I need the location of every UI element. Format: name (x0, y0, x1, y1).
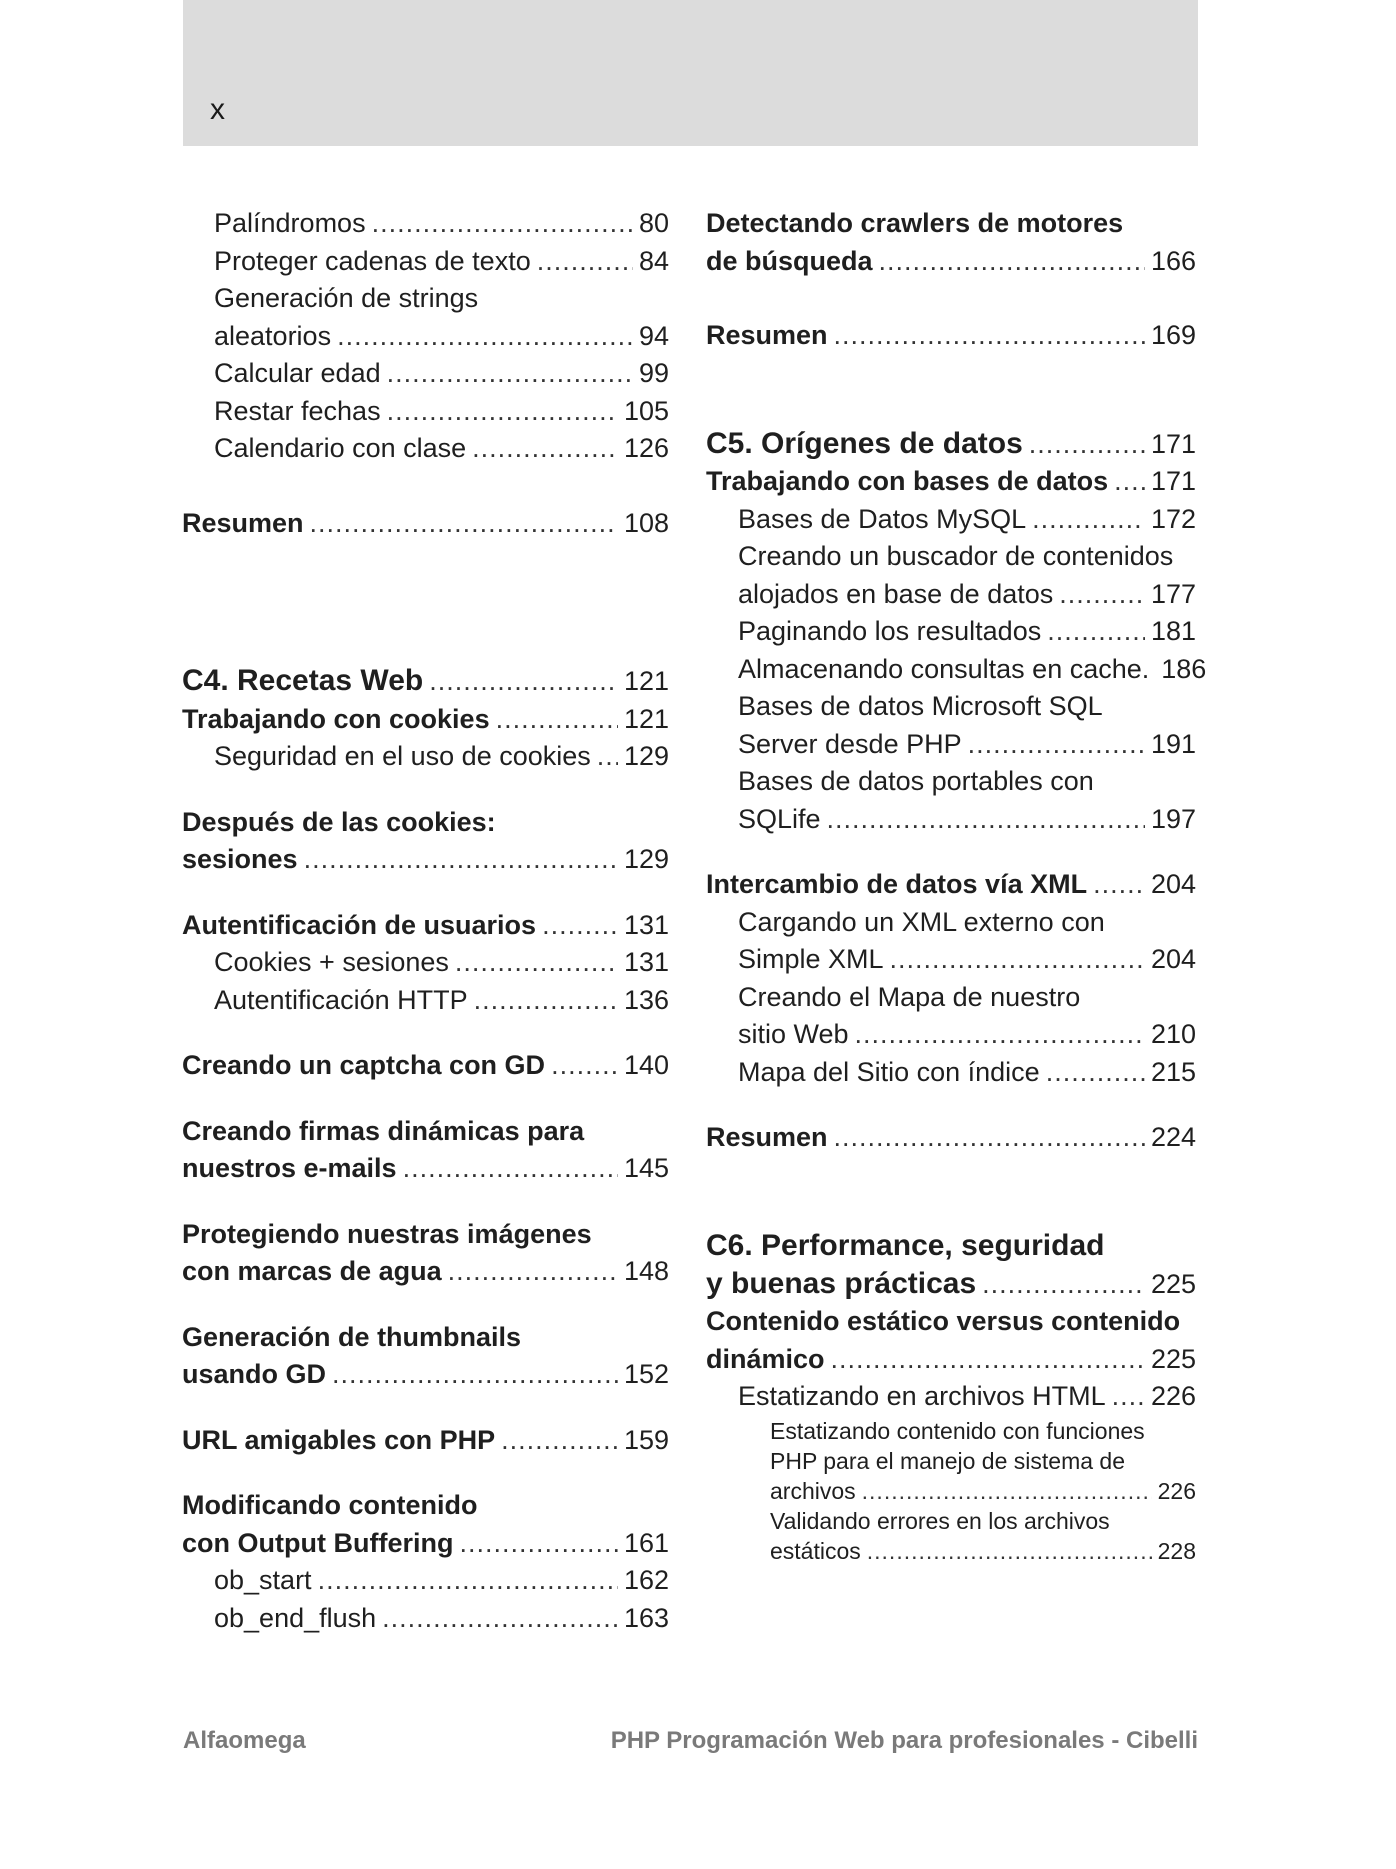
toc-entry: alojados en base de datos ..... 177 (706, 576, 1196, 614)
toc-entry: Autentificación HTTP ..... 136 (182, 982, 669, 1020)
toc-section-line: Creando firmas dinámicas para (182, 1115, 585, 1146)
toc-section: nuestros e-mails ..... 145 (182, 1150, 669, 1188)
toc-entry: sitio Web ..... 210 (706, 1016, 1196, 1054)
toc-entry: Mapa del Sitio con índice ..... 215 (706, 1054, 1196, 1092)
toc-section: Trabajando con bases de datos ..... 171 (706, 463, 1196, 501)
toc-section: Trabajando con cookies ..... 121 (182, 701, 669, 739)
toc-entry: SQLife ..... 197 (706, 801, 1196, 839)
toc-entry: Restar fechas ..... 105 (182, 393, 669, 431)
toc-entry: ob_end_flush ..... 163 (182, 1600, 669, 1638)
toc-section: Intercambio de datos vía XML ..... 204 (706, 866, 1196, 904)
toc-subentry-line: Validando errores en los archivos (770, 1507, 1110, 1534)
toc-subentry: archivos ..... 226 (706, 1476, 1196, 1506)
toc-section: dinámico ..... 225 (706, 1341, 1196, 1379)
toc-right-column (706, 205, 1207, 1566)
toc-entry: Calcular edad ..... 99 (182, 355, 669, 393)
toc-chapter: y buenas prácticas ..... 225 (706, 1265, 1196, 1304)
toc-section: Resumen ..... 224 (706, 1119, 1196, 1157)
toc-entry: Palíndromos ..... 80 (182, 205, 669, 243)
toc-entry: Estatizando en archivos HTML ..... 226 (706, 1378, 1196, 1416)
toc-entry-line: Bases de datos portables con (738, 766, 1094, 796)
toc-section: Resumen ..... 169 (706, 317, 1196, 355)
toc-entry: Paginando los resultados ..... 181 (706, 613, 1196, 651)
toc-entry-line: Creando el Mapa de nuestro (738, 981, 1081, 1012)
toc-chapter-line: C6. Performance, seguridad (706, 1228, 1105, 1262)
toc-section: con Output Buffering ..... 161 (182, 1525, 669, 1563)
toc-section-line: Contenido estático versus contenido (706, 1306, 1181, 1336)
toc-entry-line: Generación de strings (214, 283, 479, 313)
toc-section-line: Después de las cookies: (182, 806, 496, 837)
footer-book-title: PHP Programación Web para profesionales - Cibelli (610, 1727, 1198, 1754)
toc-section-line: Protegiendo nuestras imágenes (182, 1218, 592, 1249)
toc-section: usando GD ..... 152 (182, 1356, 669, 1394)
toc-entry: Seguridad en el uso de cookies ..... 129 (182, 738, 669, 776)
toc-section-line: Modificando contenido (182, 1490, 478, 1520)
toc-section: de búsqueda ..... 166 (706, 243, 1196, 281)
toc-entry-line: Creando un buscador de contenidos (738, 541, 1174, 571)
toc-subentry-line: Estatizando contenido con funciones (770, 1417, 1145, 1444)
toc-section-line: Generación de thumbnails (182, 1321, 522, 1352)
toc-section: URL amigables con PHP ..... 159 (182, 1422, 669, 1460)
toc-entry-line: Cargando un XML externo con (738, 906, 1105, 937)
toc-section: Autentificación de usuarios ..... 131 (182, 907, 669, 945)
toc-entry: Proteger cadenas de texto ..... 84 (182, 243, 669, 281)
toc-entry: Calendario con clase ..... 126 (182, 430, 669, 468)
toc-entry: Server desde PHP ..... 191 (706, 726, 1196, 764)
footer-publisher: Alfaomega (183, 1727, 306, 1754)
toc-section: Creando un captcha con GD ..... 140 (182, 1047, 669, 1085)
toc-entry: ob_start ..... 162 (182, 1562, 669, 1600)
toc-chapter: C5. Orígenes de datos ..... 171 (706, 425, 1196, 464)
toc-section-line: Detectando crawlers de motores (706, 208, 1124, 238)
toc-entry: Simple XML ..... 204 (706, 941, 1196, 979)
toc-subentry-line: PHP para el manejo de sistema de (770, 1447, 1125, 1474)
toc-entry: Bases de Datos MySQL ..... 172 (706, 501, 1196, 539)
toc-chapter: C4. Recetas Web ..... 121 (182, 662, 669, 701)
toc-left-column (182, 205, 669, 1637)
toc-section: sesiones ..... 129 (182, 841, 669, 879)
page-number: x (210, 93, 225, 126)
toc-section: con marcas de agua ..... 148 (182, 1253, 669, 1291)
header-band (183, 0, 1198, 146)
toc-entry-line: Bases de datos Microsoft SQL (738, 691, 1103, 721)
toc-section: Resumen ..... 108 (182, 505, 669, 543)
toc-entry: Cookies + sesiones ..... 131 (182, 944, 669, 982)
toc-entry: Almacenando consultas en cache. 186 (738, 653, 1207, 684)
toc-entry: aleatorios ..... 94 (182, 318, 669, 356)
toc-subentry: estáticos ..... 228 (706, 1536, 1196, 1566)
